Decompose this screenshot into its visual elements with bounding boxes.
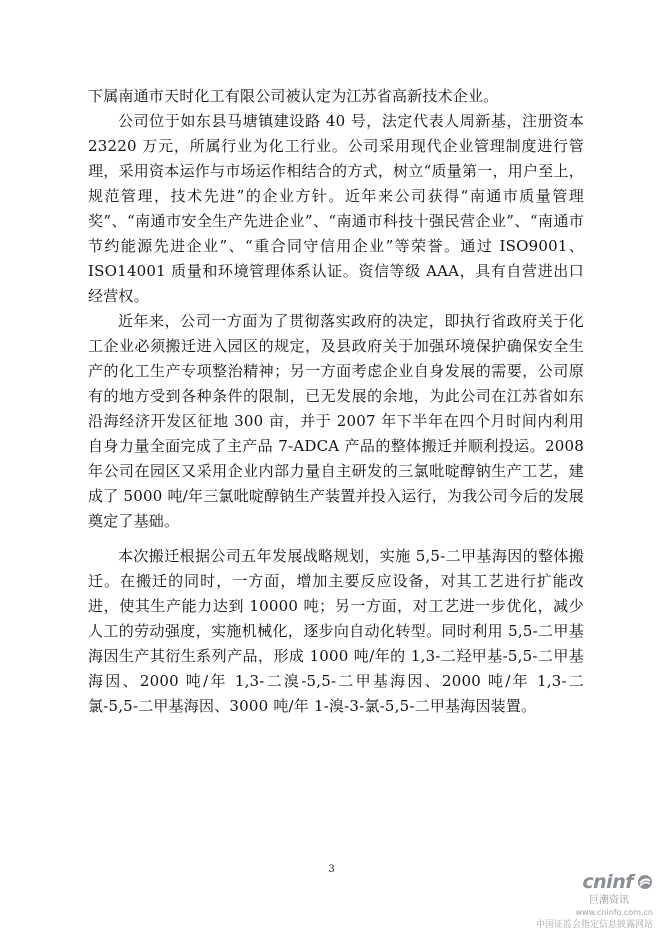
page-number: 3	[328, 864, 335, 875]
cninfo-logo-icon	[637, 874, 653, 890]
site-organization: 中国证监会指定信息披露网站	[535, 920, 653, 930]
site-url: www.cninfo.com.cn	[575, 908, 653, 917]
paragraph-3: 近年来，公司一方面为了贯彻落实政府的决定，即执行省政府关于化工企业必须搬迁进入园区的规定，及县政府关于加强环境保护确保安全生产的化工生产专项整治精神；另一方面考虑企业自身发展的需要，公司原有的地方受到各种条件的限制，已无发展的余地，为此公司在江苏省如东沿海经济开发区征地 300 亩，并于 2007 年下半年在四个月时间内利用自身力量全面完成了主产品 7-ADCA 产品的整体搬迁并顺利投运。2008 年公司在园区又采用企业内部力量自主研发的三氯吡啶醇钠生产工艺，建成了 5000 吨/年三氯吡啶醇钠生产装置并投入运行，为我公司今后的发展奠定了基础。	[88, 312, 584, 530]
document-body	[88, 84, 584, 719]
paragraph-2: 公司位于如东县马塘镇建设路 40 号，法定代表人周新基，注册资本23220 万元，所属行业为化工行业。公司采用现代企业管理制度进行管理，采用资本运作与市场运作相结合的方式，树立“质量第一，用户至上，规范管理，技术先进”的企业方针。近年来公司获得“南通市质量管理奖”、“南通市安全生产先进企业”、“南通市科技十强民营企业”、“南通市节约能源先进企业”、“重合同守信用企业”等荣誉。通过 ISO9001、ISO14001 质量和环境管理体系认证。资信等级 AAA，具有自营进出口经营权。	[88, 112, 584, 305]
logo	[513, 871, 653, 893]
cninfo-watermark	[513, 871, 653, 930]
logo-text: cninf	[582, 871, 633, 893]
paragraph-4: 本次搬迁根据公司五年发展战略规划，实施 5,5-二甲基海因的整体搬迁。在搬迁的同时，一方面，增加主要反应设备，对其工艺进行扩能改进，使其生产能力达到 10000 吨；另一方面，对工艺进一步优化，减少人工的劳动强度，实施机械化，逐步向自动化转型。同时利用 5,5-二甲基海因生产其衍生系列产品，形成 1000 吨/年的 1,3-二羟甲基-5,5-二甲基海因、2000 吨/年 1,3-二溴-5,5-二甲基海因、2000 吨/年 1,3-二氯-5,5-二甲基海因、3000 吨/年 1-溴-3-氯-5,5-二甲基海因装置。	[88, 547, 584, 715]
paragraph-1: 下属南通市天时化工有限公司被认定为江苏省高新技术企业。	[88, 87, 499, 105]
logo-subtitle: 巨潮资讯	[589, 895, 629, 906]
